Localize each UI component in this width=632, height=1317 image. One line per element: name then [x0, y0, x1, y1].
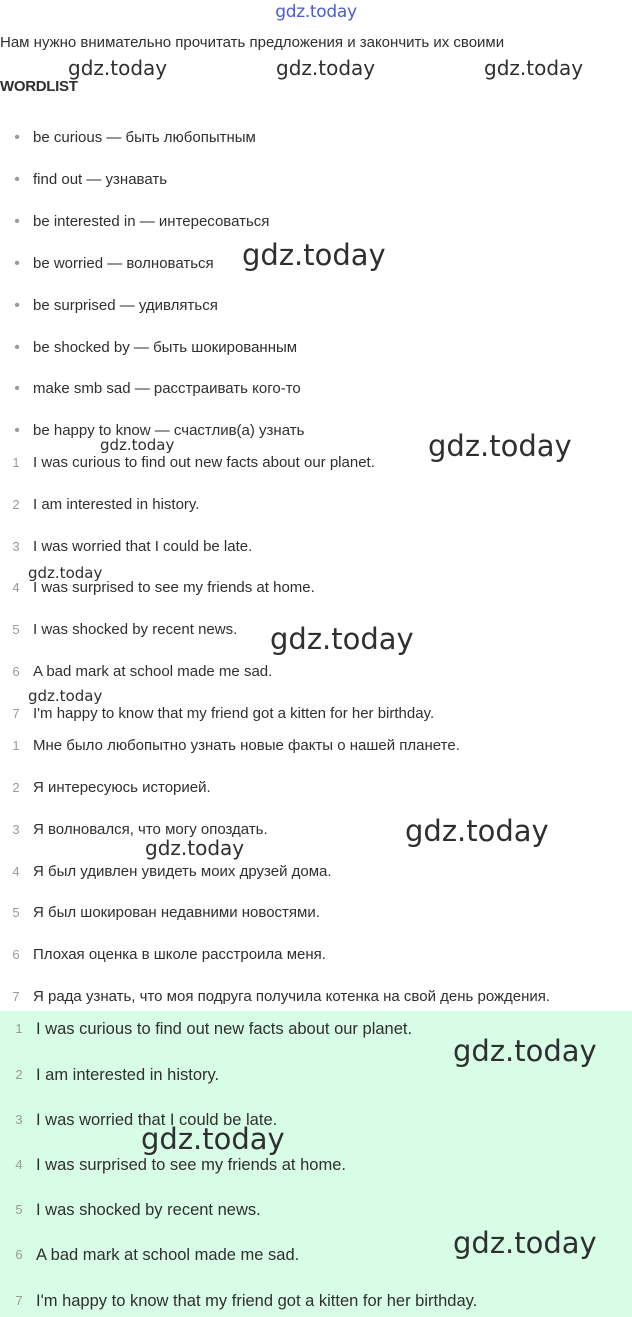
list-item: 7 I'm happy to know that my friend got a kitten for her birthday. [15, 1292, 478, 1310]
list-item: 6 Плохая оценка в школе расстроила меня. [12, 946, 326, 963]
bullet-icon: • [14, 129, 20, 146]
intro-text: Нам нужно внимательно прочитать предложения и закончить их своими [0, 34, 505, 51]
watermark: gdz.today [270, 622, 414, 656]
list-item: 7 I'm happy to know that my friend got a kitten for her birthday. [12, 705, 435, 722]
site-logo[interactable]: gdz.today [275, 2, 357, 22]
wordlist-item: • be happy to know — счастлив(а) узнать [0, 419, 632, 443]
list-item: 4 I was surprised to see my friends at home. [15, 1156, 346, 1174]
list-item: 6 A bad mark at school made me sad. [15, 1246, 300, 1264]
wordlist-item: • be worried — волноваться [0, 252, 632, 276]
list-item: 4 Я был удивлен увидеть моих друзей дома. [12, 863, 332, 880]
bullet-icon: • [14, 339, 20, 356]
watermark: gdz.today [141, 1122, 285, 1156]
watermark: gdz.today [484, 56, 584, 80]
list-item: 1 I was curious to find out new facts about our planet. [15, 1020, 413, 1038]
watermark: gdz.today [428, 429, 572, 463]
wordlist-item: • make smb sad — расстраивать кого-то [0, 377, 632, 401]
watermark: gdz.today [405, 814, 549, 848]
list-item: 3 I was worried that I could be late. [12, 538, 253, 555]
list-item: 1 Мне было любопытно узнать новые факты о нашей планете. [12, 737, 460, 754]
list-item: 6 A bad mark at school made me sad. [12, 663, 273, 680]
list-item: 2 Я интересуюсь историей. [12, 779, 211, 796]
bullet-icon: • [14, 255, 20, 272]
wordlist-item: • find out — узнавать [0, 168, 632, 192]
watermark: gdz.today [28, 687, 103, 705]
list-item: 2 I am interested in history. [15, 1066, 220, 1084]
watermark: gdz.today [453, 1034, 597, 1068]
bullet-icon: • [14, 171, 20, 188]
list-item: 7 Я рада узнать, что моя подруга получила котенка на свой день рождения. [12, 988, 551, 1005]
list-item: 5 Я был шокирован недавними новостями. [12, 904, 320, 921]
bullet-icon: • [14, 380, 20, 397]
list-item: 1 I was curious to find out new facts about our planet. [12, 454, 375, 471]
list-item: 3 I was worried that I could be late. [15, 1111, 278, 1129]
bullet-icon: • [14, 297, 20, 314]
list-item: 5 I was shocked by recent news. [12, 621, 238, 638]
list-item: 3 Я волновался, что могу опоздать. [12, 821, 268, 838]
wordlist-item: • be interested in — интересоваться [0, 210, 632, 234]
watermark: gdz.today [100, 436, 175, 454]
bullet-icon: • [14, 422, 20, 439]
list-item: 2 I am interested in history. [12, 496, 200, 513]
bullet-icon: • [14, 213, 20, 230]
watermark: gdz.today [276, 56, 376, 80]
wordlist-item: • be shocked by — быть шокированным [0, 336, 632, 360]
wordlist-item: • be curious — быть любопытным [0, 126, 632, 150]
wordlist-item: • be surprised — удивляться [0, 294, 632, 318]
wordlist-title: WORDLIST [0, 78, 78, 95]
watermark: gdz.today [145, 836, 245, 860]
watermark: gdz.today [68, 56, 168, 80]
list-item: 4 I was surprised to see my friends at home. [12, 579, 315, 596]
watermark: gdz.today [453, 1226, 597, 1260]
watermark: gdz.today [28, 564, 103, 582]
watermark: gdz.today [242, 238, 386, 272]
list-item: 5 I was shocked by recent news. [15, 1201, 261, 1219]
